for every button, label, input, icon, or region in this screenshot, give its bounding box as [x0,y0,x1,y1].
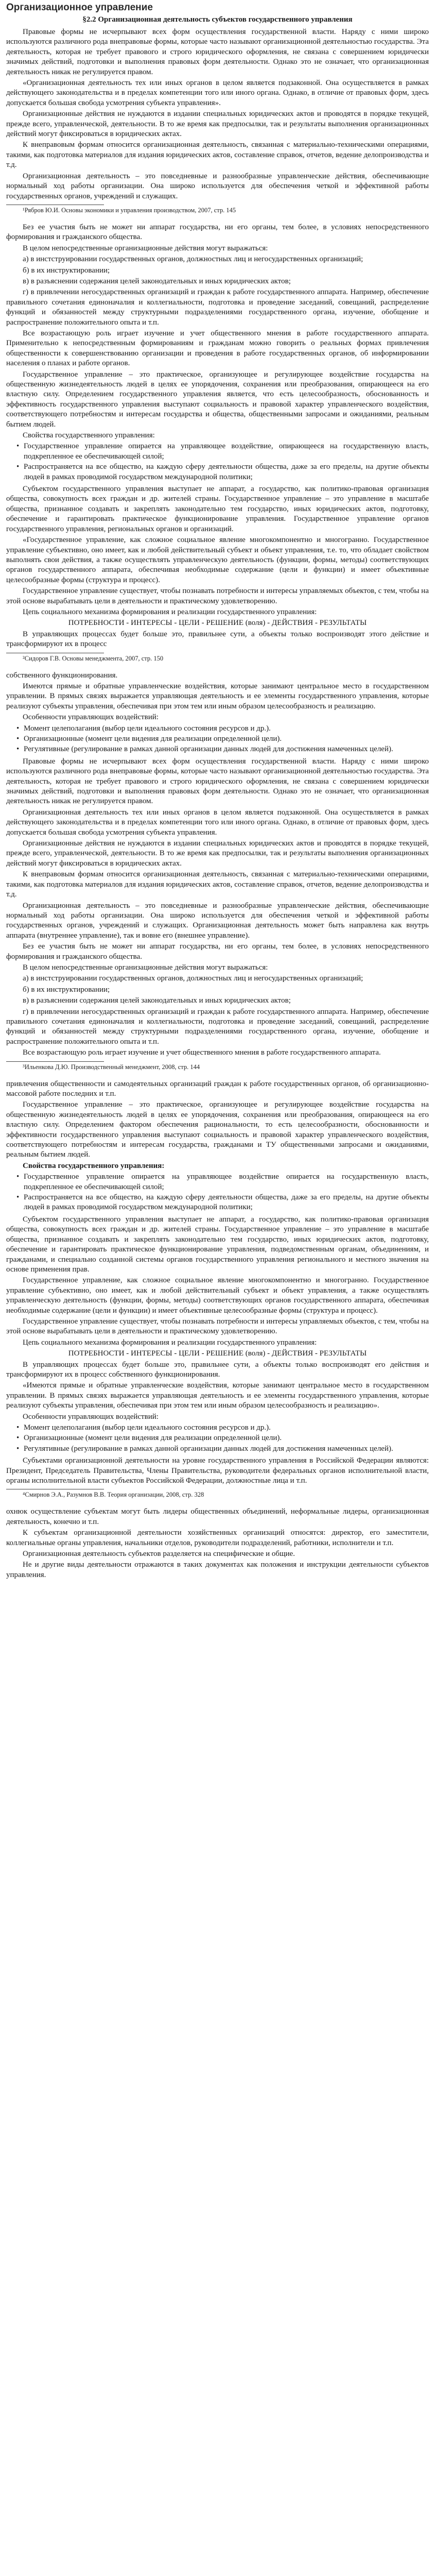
paragraph: г) в привлечении негосударственных организаций и граждан к работе государственного аппарата. Например, обеспечение правильного сочетания единоначалия и коллегиальности, подготовка и проведение заседаний, совещаний, распределение функций и обязанностей между структурными подразделениями государственного органа, изучение, обобщение и распространение положительного опыта и т.п. [6,288,429,327]
footnote: ³Ильенкова Д.Ю. Производственный менеджмент, 2008, стр. 144 [23,1063,200,1071]
footnote-separator [6,1061,104,1062]
page-gap [6,1500,429,1507]
bullet-item: • Регулятивные (регулирование в рамках данной организации данных людей для достижения намеченных целей). [24,1444,429,1454]
paragraph: Имеются прямые и обратные управленческие воздействия, которые занимают центральное место в государственном управлении. В прямых связях выражается управляющая деятельность и ее элементы государственного управления, которые реализуют субъекты управления, обеспечивая при этом тем или иным образом целесообразность и реализацию. [6,682,429,710]
paragraph: Особенности управляющих воздействий: [23,1412,159,1421]
paragraph: «Организационная деятельность тех или иных органов в целом является подзаконной. Она осуществляется в рамках действующего законодательства и в пределах компетенции того или иного органа. Однако, в отличие от правовых форм, здесь допускается большая свобода усмотрения субъекта управления». [6,79,429,107]
paragraph: б) в их инструктировании; [23,985,110,994]
paragraph: а) в инстструировании государственных органов, должностных лиц и негосударственных организаций; [23,974,363,983]
paragraph: в) в разъяснении содержания целей законодательных и иных юридических актов; [23,996,291,1005]
paragraph: Цепь социального механизма формирования и реализации государственного управления: [23,607,317,616]
paragraph: Организационная деятельность – это повседневные и разнообразные управленческие действия, обеспечивающие нормальный ход работы организации. Она широко используется для обеспечения четкой и эффективной работы государственных органов, учреждений и служащих. [6,172,429,200]
section-heading: §2.2 Организационная деятельность субъектов государственного управления [82,15,353,24]
paragraph: Свойства государственного управления: [23,431,155,440]
paragraph: охнюк осуществление субъектам могут быть лидеры общественных объединений, неформальные лидеры, организационная деятельность, конечно и т.п. [6,1507,429,1526]
bullet-item: • Распространяется на все общество, на каждую сферу деятельности общества, даже за его пределы, на другие объекты людей в рамках проводимой государством международной политики; [24,462,429,482]
paragraph: Все возрастающую роль играет изучение и учет общественного мнения в работе государственного аппарата. [23,1048,381,1057]
paragraph: В целом непосредственные организационные действия могут выражаться: [23,244,268,252]
bullet-list [6,1423,429,1454]
footnote: ²Сидоров Г.В. Основы менеджмента, 2007, стр. 150 [23,654,164,662]
paragraph: Правовые формы не исчерпывают всех форм осуществления государственной власти. Наряду с ними широко используются различного рода внеправовые формы, которые часто называют организационной деятельностью государства. Эта деятельность, которая не требует правового и строго юридического оформления, не связана с совершением юридически значимых действий, подготовки и выполнения правовых форм деятельности. Однако это не означает, что организационная деятельность никак не регулируется правом. [6,757,429,806]
bullet-list [6,442,429,482]
bullet-item: • Распространяется на все общество, на каждую сферу деятельности общества, даже за его пределы, на другие объекты людей в рамках проводимой государством международной политики; [24,1193,429,1213]
bullet-item: • Государственное управление опирается на управляющее воздействие, опирающееся на государственную власть, подкрепленное ее обеспечивающей силой; [24,442,429,462]
paragraph: Без ее участия быть не может ни аппарат государства, ни его органы, тем более, в условиях непосредственного формирования и гражданского общества. [6,223,429,242]
bullet-item: • Организационные (момент цели видения для реализации определенной цели). [24,1433,429,1443]
paragraph: Организационные действия не нуждаются в издании специальных юридических актов и проводятся в порядке текущей, прежде всего, управленческой, деятельности. В то же время как предпосылки, так и результаты выполнения организационных действий могут фиксироваться в юридических актах. [6,110,429,139]
footnote: ¹Рябров Ю.И. Основы экономики и управления производством, 2007, стр. 145 [23,206,236,214]
paragraph: Все возрастающую роль играет изучение и учет общественного мнения в работе государственного аппарата. Применительно к непосредственным формированиям и гражданам можно говорить о реальных формах привлечения общественности к совершенствованию организации и проведения в работе государственных органов, об информировании населения о планах и работе органов. [6,329,429,368]
formula-line: ПОТРЕБНОСТИ - ИНТЕРЕСЫ - ЦЕЛИ - РЕШЕНИЕ (воля) - ДЕЙСТВИЯ - РЕЗУЛЬТАТЫ [68,1349,367,1358]
document-body [6,27,429,1580]
paragraph: «Государственное управление, как сложное социальное явление многокомпонентно и многогранно. Государственное управление субъективно, оно имеет, как и любой действительный субъект и объект управления, т.е. то, что обладает свойством выполнять свои действия, а также осуществлять управленческую деятельность (функции, формы, методы) соответствующих органов государственного аппарата, обеспечивая необходимые содержание (цели и функции) и имеет объективные целесообразные формы (структура и процесс). [6,536,429,584]
paragraph: «Имеются прямые и обратные управленческие воздействия, которые занимают центральное место в государственном управлении. В прямых связях выражается управляющая деятельность и ее элементы государственного управления, которые реализуют субъекты управления, обеспечивая при этом тем или иным образом целесообразность и реализацию». [6,1381,429,1410]
paragraph: Государственное управление существует, чтобы познавать потребности и интересы управляемых объектов, с тем, чтобы на этой основе вырабатывать цели в деятельности и практическому удовлетворению. [6,587,429,605]
paragraph: г) в привлечении негосударственных организаций и граждан к работе государственного аппарата. Например, обеспечение правильного сочетания единоначалия и коллегиальности, подготовка и проведение заседаний, совещаний, распределение функций и обязанностей между структурными подразделениями государственного органа, изучение, обобщение и распространение положительного опыта и т.п. [6,1007,429,1046]
paragraph: Государственное управление, как сложное социальное явление многокомпонентно и многогранно. Государственное управление субъективно, оно имеет, как и любой действительный субъект и объект управления, а также осуществлять управленческую деятельность (функции, формы, методы) соответствующих органов государственного аппарата, обеспечивая необходимые содержание (цели и функции) и имеет объективные целесообразные формы (структура и процесс). [6,1276,429,1315]
paragraph: Субъектом государственного управления выступает не аппарат, а государство, как политико-правовая организация общества, совокупность всех граждан и др. жителей страны. Государственное управление – это управление в масштабе общества, признанное создавать и закреплять законодательно тем государство, иных юридических актов, подготовку, обеспечение и гарантировать практическое функционирование управления, подведомственным органам, объединениям, и гражданами, и специально созданной системы органов государственного управления регионального и местного значения на основе применения прав. [6,1215,429,1274]
paragraph: Организационная деятельность – это повседневные и разнообразные управленческие действия, обеспечивающие нормальный ход работы организации. Она широко используется для обеспечения четкой и эффективной работы государственных органов, учреждений и служащих. Организационная деятельность может быть направлена как внутрь аппарата (внутреннее управление), так и вовне его (внешнее управление). [6,901,429,940]
bullet-item: • Регулятивные (регулирование в рамках данной организации данных людей для достижения намеченных целей). [24,744,429,754]
paragraph: в) в разъяснении содержания целей законодательных и иных юридических актов; [23,277,291,285]
paragraph: привлечения общественности и самодеятельных организаций граждан к работе государственных органов, об организационно-массовой работе последних и т.п. [6,1079,429,1098]
paragraph: В целом непосредственные организационные действия могут выражаться: [23,963,268,972]
bullet-item: • Момент целеполагания (выбор цели идеального состояния ресурсов и др.). [24,1423,429,1433]
paragraph: Субъектами организационной деятельности на уровне государственного управления в Российской Федерации являются: Президент, Председатель Правительства, Члены Правительства, руководители федеральных органов исполнительной власти, органы исполнительной власти субъектов Российской Федерации, должностные лица и т.п. [6,1456,429,1485]
paragraph: Организационная деятельность тех или иных органов в целом является подзаконной. Она осуществляется в рамках действующего законодательства и в пределах компетенции того или иного органа. Однако, в отличие от правовых форм, здесь допускается большая свобода усмотрения субъекта управления. [6,808,429,837]
paragraph: Не и другие виды деятельности отражаются в таких документах как положения и инструкции деятельности субъектов управления. [6,1561,429,1579]
page-gap [6,215,429,223]
paragraph: б) в их инструктировании; [23,266,110,275]
paragraph: Цепь социального механизма формирования и реализации государственного управления: [23,1338,317,1347]
paragraph: Субъектом государственного управления выступает не аппарат, а государство, как политико-правовая организация общества, совокупность всех граждан и др. жителей страны. Государственное управление – это управление в масштабе общества, признанное создавать и закреплять законодательно тем государство, иных юридических актов, подготовку, обеспечение и гарантировать практическое функционирование управления. Государственное управление органов государственного управления, региональных органов и организаций. [6,485,429,533]
paragraph: Государственное управление существует, чтобы познавать потребности и интересы управляемых объектов, с тем, чтобы на этой основе вырабатывать цели в деятельности и практическому удовлетворению. [6,1317,429,1336]
bullet-list [6,1172,429,1213]
paragraph: Государственное управление – это практическое, организующее и регулирующее воздействие государства на общественную жизнедеятельность людей в целях ее упорядочения, сохранения или преобразования, опирающееся на его властную силу. Определением фактором обеспечения рациональности, то есть целесообразности, обоснованности и эффективности государственного управления выступают социальность и правовой характер управленческого воздействия, соответствующего потребностям и интересам государства, гражданами и ТУ общественными запросами и ожиданиями, реальным бытием людей. [6,1100,429,1159]
page-gap [6,1072,429,1079]
paragraph: К внеправовым формам относится организационная деятельность, связанная с материально-техническими операциями, такими, как подготовка материалов для издания юридических актов, составление справок, отчетов, ведение делопроизводства и т.д. [6,141,429,170]
bullet-item: • Момент целеполагания (выбор цели идеального состояния ресурсов и др.). [24,724,429,734]
paragraph: собственного функционирования. [6,671,118,680]
formula-line: ПОТРЕБНОСТИ - ИНТЕРЕСЫ - ЦЕЛИ - РЕШЕНИЕ (воля) - ДЕЙСТВИЯ - РЕЗУЛЬТАТЫ [68,619,367,628]
bullet-item: • Организационные (момент цели видения для реализации определенной цели). [24,734,429,744]
paragraph: Государственное управление – это практическое, организующее и регулирующее воздействие государства на общественную жизнедеятельность людей в целях ее упорядочения, сохранения или преобразования, опирающееся на его властную силу. Определением государственного управления является, что есть целесообразность, обоснованность и эффективность государственного управления выступают социальность и правовой характер управленческого воздействия, соответствующего потребностям и интересам государства и общества, общественными запросами и ожиданиями, реальным бытием людей. [6,370,429,429]
paragraph: Организационная деятельность субъектов разделяется на специфические и общие. [23,1550,295,1558]
paragraph: а) в инстструировании государственных органов, должностных лиц и негосударственных организаций; [23,255,363,264]
document-title: Организационное управление [6,2,153,13]
paragraph: Организационные действия не нуждаются в издании специальных юридических актов и проводятся в порядке текущей, прежде всего, управленческой, деятельности. В то же время как предпосылки, так и результаты выполнения организационных действий могут фиксироваться в юридических актах. [6,839,429,868]
subheading: Свойства государственного управления: [23,1161,165,1170]
paragraph: В управляющих процессах будет больше это, правильнее сути, а объекты только воспроизводят этого действие и трансформируют их в процесс [6,630,429,649]
bullet-item: • Государственное управление опирается на управляющее воздействие опирается на государственную власть, подкрепленное ее обеспечивающей силой; [24,1172,429,1192]
paragraph: К субъектам организационной деятельности хозяйственных организаций относятся: директор, его заместители, коллегиальные органы управления, начальники отделов, руководители подразделений, работники, исполнители и т.п. [6,1529,429,1547]
paragraph: В управляющих процессах будет больше это, правильнее сути, а объекты только воспроизводят его действия и трансформируют их в процесс собственного функционирования. [6,1360,429,1379]
paragraph: Без ее участия быть не может ни аппарат государства, ни его органы, тем более, в условиях непосредственного формирования и гражданского общества. [6,942,429,961]
bullet-list [6,724,429,755]
footnote: ⁴Смирнов Э.А., Разумнов В.В. Теория организации, 2008, стр. 328 [23,1491,204,1499]
paragraph: Особенности управляющих воздействий: [23,713,159,722]
paragraph: Правовые формы не исчерпывают всех форм осуществления государственной власти. Наряду с ними широко используются различного рода внеправовые формы, которые часто называют организационной деятельностью государства. Эта деятельность, которая не требует правового и строго юридического оформления, не связана с совершением юридически значимых действий, подготовки и выполнения правовых форм деятельности. Однако это не означает, что организационная деятельность никак не регулируется правом. [6,28,429,76]
page-gap [6,664,429,671]
paragraph: К внеправовым формам относится организационная деятельность, связанная с материально-техническими операциями, такими, как подготовка материалов для издания юридических актов, составление справок, отчетов, ведение делопроизводства и т.д. [6,870,429,899]
